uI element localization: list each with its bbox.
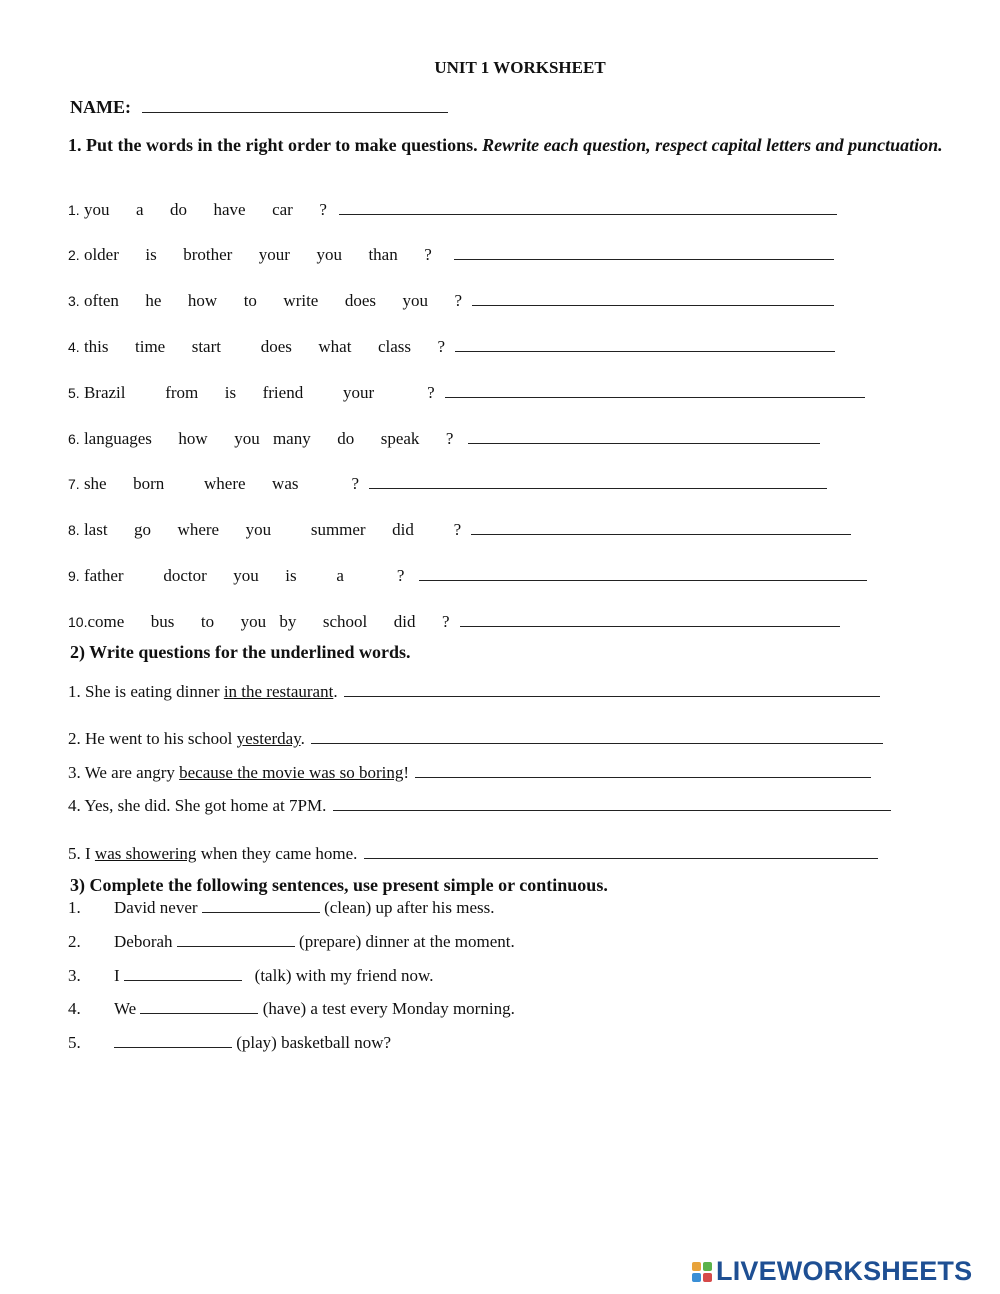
answer-line[interactable] (415, 761, 871, 778)
section2-item (68, 794, 891, 816)
section3-item (68, 1033, 391, 1053)
section3-item (68, 966, 433, 986)
logo-text: LIVEWORKSHEETS (716, 1256, 973, 1286)
sentence-text: We (114, 999, 141, 1018)
sentence-text: 4. Yes, she did. She got home at 7PM. (68, 796, 327, 815)
section1-item (68, 610, 840, 632)
answer-line[interactable] (471, 518, 851, 535)
item-number: 2. (68, 932, 81, 951)
liveworksheets-logo (692, 1256, 972, 1287)
sentence-text: Deborah (114, 932, 177, 951)
item-number: 10. (68, 614, 88, 630)
section3-item (68, 999, 515, 1019)
blank-field[interactable] (140, 999, 258, 1014)
logo-mark-icon (692, 1262, 712, 1282)
name-label: NAME: (70, 97, 131, 117)
section1-item (68, 243, 834, 265)
section1-item (68, 472, 827, 494)
section1-item (68, 381, 865, 403)
sentence-text: (play) basketball now? (232, 1033, 392, 1052)
sentence-text: 1. She is eating dinner (68, 682, 224, 701)
section2-item (68, 761, 871, 783)
answer-line[interactable] (344, 680, 880, 697)
item-number: 3. (68, 293, 80, 309)
answer-line[interactable] (364, 842, 878, 859)
sentence-text: when they came home. (196, 844, 358, 863)
section3-heading: 3) Complete the following sentences, use present simple or continuous. (70, 875, 608, 895)
scrambled-words: last go where you summer did ? (83, 520, 462, 539)
answer-line[interactable] (468, 427, 820, 444)
blank-field[interactable] (177, 932, 295, 947)
sentence-text: David never (114, 898, 202, 917)
sentence-text: (have) a test every Monday morning. (258, 999, 515, 1018)
scrambled-words: older is brother your you than ? (83, 245, 432, 264)
item-number: 7. (68, 476, 80, 492)
underlined-words: was showering (94, 844, 197, 863)
section1-item (68, 427, 820, 449)
underlined-words: yesterday (236, 729, 301, 748)
logo-square (703, 1273, 712, 1282)
logo-square (692, 1273, 701, 1282)
sentence-text: 2. He went to his school (68, 729, 237, 748)
scrambled-words: Brazil from is friend your ? (83, 383, 435, 402)
section2-heading: 2) Write questions for the underlined words. (70, 642, 411, 662)
section3-item (68, 898, 494, 918)
blank-field[interactable] (114, 1033, 232, 1048)
item-number: 4. (68, 339, 80, 355)
underlined-words: in the restaurant (223, 682, 334, 701)
answer-line[interactable] (419, 564, 867, 581)
logo-square (692, 1262, 701, 1271)
item-number: 1. (68, 202, 80, 218)
section2-item (68, 727, 883, 749)
section1-heading (68, 132, 948, 158)
name-input-line[interactable] (142, 96, 448, 113)
section1-item (68, 518, 851, 540)
scrambled-words: often he how to write does you ? (83, 291, 463, 310)
answer-line[interactable] (311, 727, 883, 744)
item-number: 5. (68, 1033, 81, 1052)
section1-heading-italic: Rewrite each question, respect capital letters and punctuation. (482, 135, 943, 155)
answer-line[interactable] (333, 794, 891, 811)
sentence-text: 5. I (68, 844, 95, 863)
answer-line[interactable] (445, 381, 865, 398)
sentence-text: (clean) up after his mess. (319, 898, 495, 917)
scrambled-words: languages how you many do speak ? (83, 429, 454, 448)
logo-square (703, 1262, 712, 1271)
scrambled-words: this time start does what class ? (83, 337, 446, 356)
answer-line[interactable] (455, 335, 835, 352)
section1-heading-bold: 1. Put the words in the right order to make questions. (68, 135, 478, 155)
scrambled-words: father doctor you is a ? (83, 566, 405, 585)
answer-line[interactable] (369, 472, 827, 489)
section1-item (68, 335, 835, 357)
item-number: 3. (68, 966, 81, 985)
answer-line[interactable] (454, 243, 834, 260)
name-row (70, 96, 448, 118)
scrambled-words: you a do have car ? (83, 200, 327, 219)
scrambled-words: she born where was ? (83, 474, 360, 493)
section1-item (68, 289, 834, 311)
sentence-text: (prepare) dinner at the moment. (294, 932, 515, 951)
sentence-text: I (114, 966, 124, 985)
scrambled-words: come bus to you by school did ? (87, 612, 450, 631)
section1-item (68, 198, 837, 220)
worksheet-title: UNIT 1 WORKSHEET (434, 58, 606, 77)
section1-item (68, 564, 867, 586)
item-number: 4. (68, 999, 81, 1018)
item-number: 9. (68, 568, 80, 584)
answer-line[interactable] (339, 198, 837, 215)
item-number: 2. (68, 247, 80, 263)
section2-item (68, 680, 880, 702)
item-number: 8. (68, 522, 80, 538)
section3-item (68, 932, 515, 952)
item-number: 1. (68, 898, 81, 917)
blank-field[interactable] (124, 966, 242, 981)
answer-line[interactable] (472, 289, 834, 306)
underlined-words: because the movie was so boring (179, 763, 404, 782)
item-number: 5. (68, 385, 80, 401)
section2-item (68, 842, 878, 864)
sentence-text: . (333, 682, 338, 701)
sentence-text: (talk) with my friend now. (241, 966, 434, 985)
sentence-text: ! (403, 763, 410, 782)
item-number: 6. (68, 431, 80, 447)
answer-line[interactable] (460, 610, 840, 627)
blank-field[interactable] (202, 898, 320, 913)
sentence-text: . (300, 729, 305, 748)
sentence-text: 3. We are angry (68, 763, 180, 782)
